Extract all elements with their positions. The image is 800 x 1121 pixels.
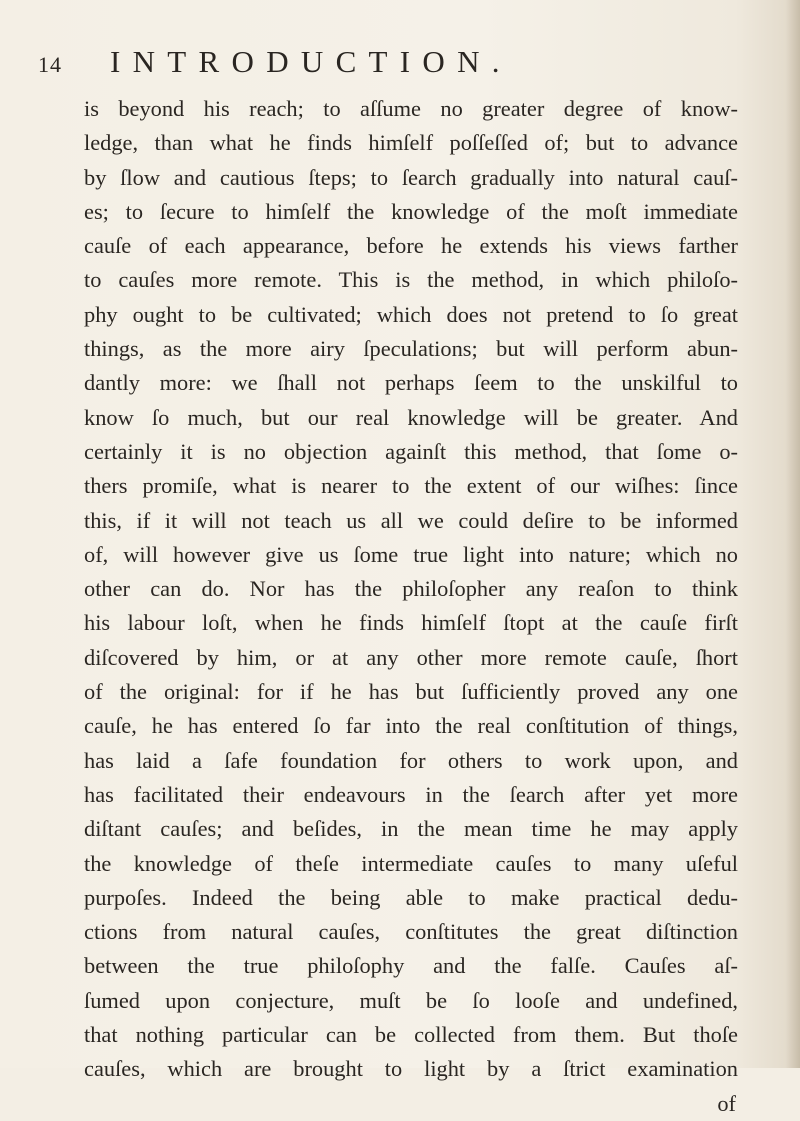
text-line: diſtant cauſes; and beſides, in the mean time he may apply — [84, 816, 738, 842]
text-line: has laid a ſafe foundation for others to work upon, and — [84, 747, 738, 773]
text-line: by ſlow and cautious ſteps; to ſearch gradually into natural cauſ- — [84, 164, 738, 190]
text-line: of the original: for if he has but ſufficiently proved any one — [84, 679, 738, 705]
text-line: cauſe, he has entered ſo far into the real conſtitution of things, — [84, 713, 738, 739]
text-line: diſcovered by him, or at any other more remote cauſe, ſhort — [84, 644, 738, 670]
text-line: know ſo much, but our real knowledge will be greater. And — [84, 404, 738, 430]
text-line: the knowledge of theſe intermediate cauſes to many uſeful — [84, 850, 738, 876]
page-edge-shadow — [786, 0, 800, 1068]
running-head: INTRODUCTION. — [110, 44, 512, 79]
text-line: other can do. Nor has the philoſopher any reaſon to think — [84, 576, 738, 602]
page-header — [38, 44, 738, 84]
text-line: dantly more: we ſhall not perhaps ſeem to the unskilful to — [84, 370, 738, 396]
text-line: this, if it will not teach us all we could deſire to be informed — [84, 507, 738, 533]
text-line: his labour loſt, when he finds himſelf ſtopt at the cauſe firſt — [84, 610, 738, 636]
text-line: thers promiſe, what is nearer to the extent of our wiſhes: ſince — [84, 473, 738, 499]
text-line: that nothing particular can be collected from them. But thoſe — [84, 1022, 738, 1048]
text-line: between the true philoſophy and the falſe. Cauſes aſ- — [84, 953, 738, 979]
page-number: 14 — [38, 52, 62, 77]
text-line: cauſes, which are brought to light by a ſtrict examination — [84, 1056, 738, 1082]
text-line: things, as the more airy ſpeculations; but will perform abun- — [84, 336, 738, 362]
body-text — [84, 92, 738, 1121]
text-line: is beyond his reach; to aſſume no greater degree of know- — [84, 96, 738, 121]
text-line: has facilitated their endeavours in the ſearch after yet more — [84, 781, 738, 807]
text-line: ctions from natural cauſes, conſtitutes the great diſtinction — [84, 919, 738, 945]
text-line: ſumed upon conjecture, muſt be ſo looſe and undefined, — [84, 987, 738, 1013]
catchword: of — [717, 1090, 736, 1116]
text-line: es; to ſecure to himſelf the knowledge of the moſt immediate — [84, 198, 738, 224]
text-line: ledge, than what he finds himſelf poſſeſſed of; but to advance — [84, 130, 738, 156]
text-line: phy ought to be cultivated; which does not pretend to ſo great — [84, 301, 738, 327]
text-line: of, will however give us ſome true light into nature; which no — [84, 541, 738, 567]
text-line: purpoſes. Indeed the being able to make practical dedu- — [84, 884, 738, 910]
text-line: cauſe of each appearance, before he extends his views farther — [84, 233, 738, 259]
text-line: to cauſes more remote. This is the method, in which philoſo- — [84, 267, 738, 293]
text-line: certainly it is no objection againſt this method, that ſome o- — [84, 438, 738, 464]
